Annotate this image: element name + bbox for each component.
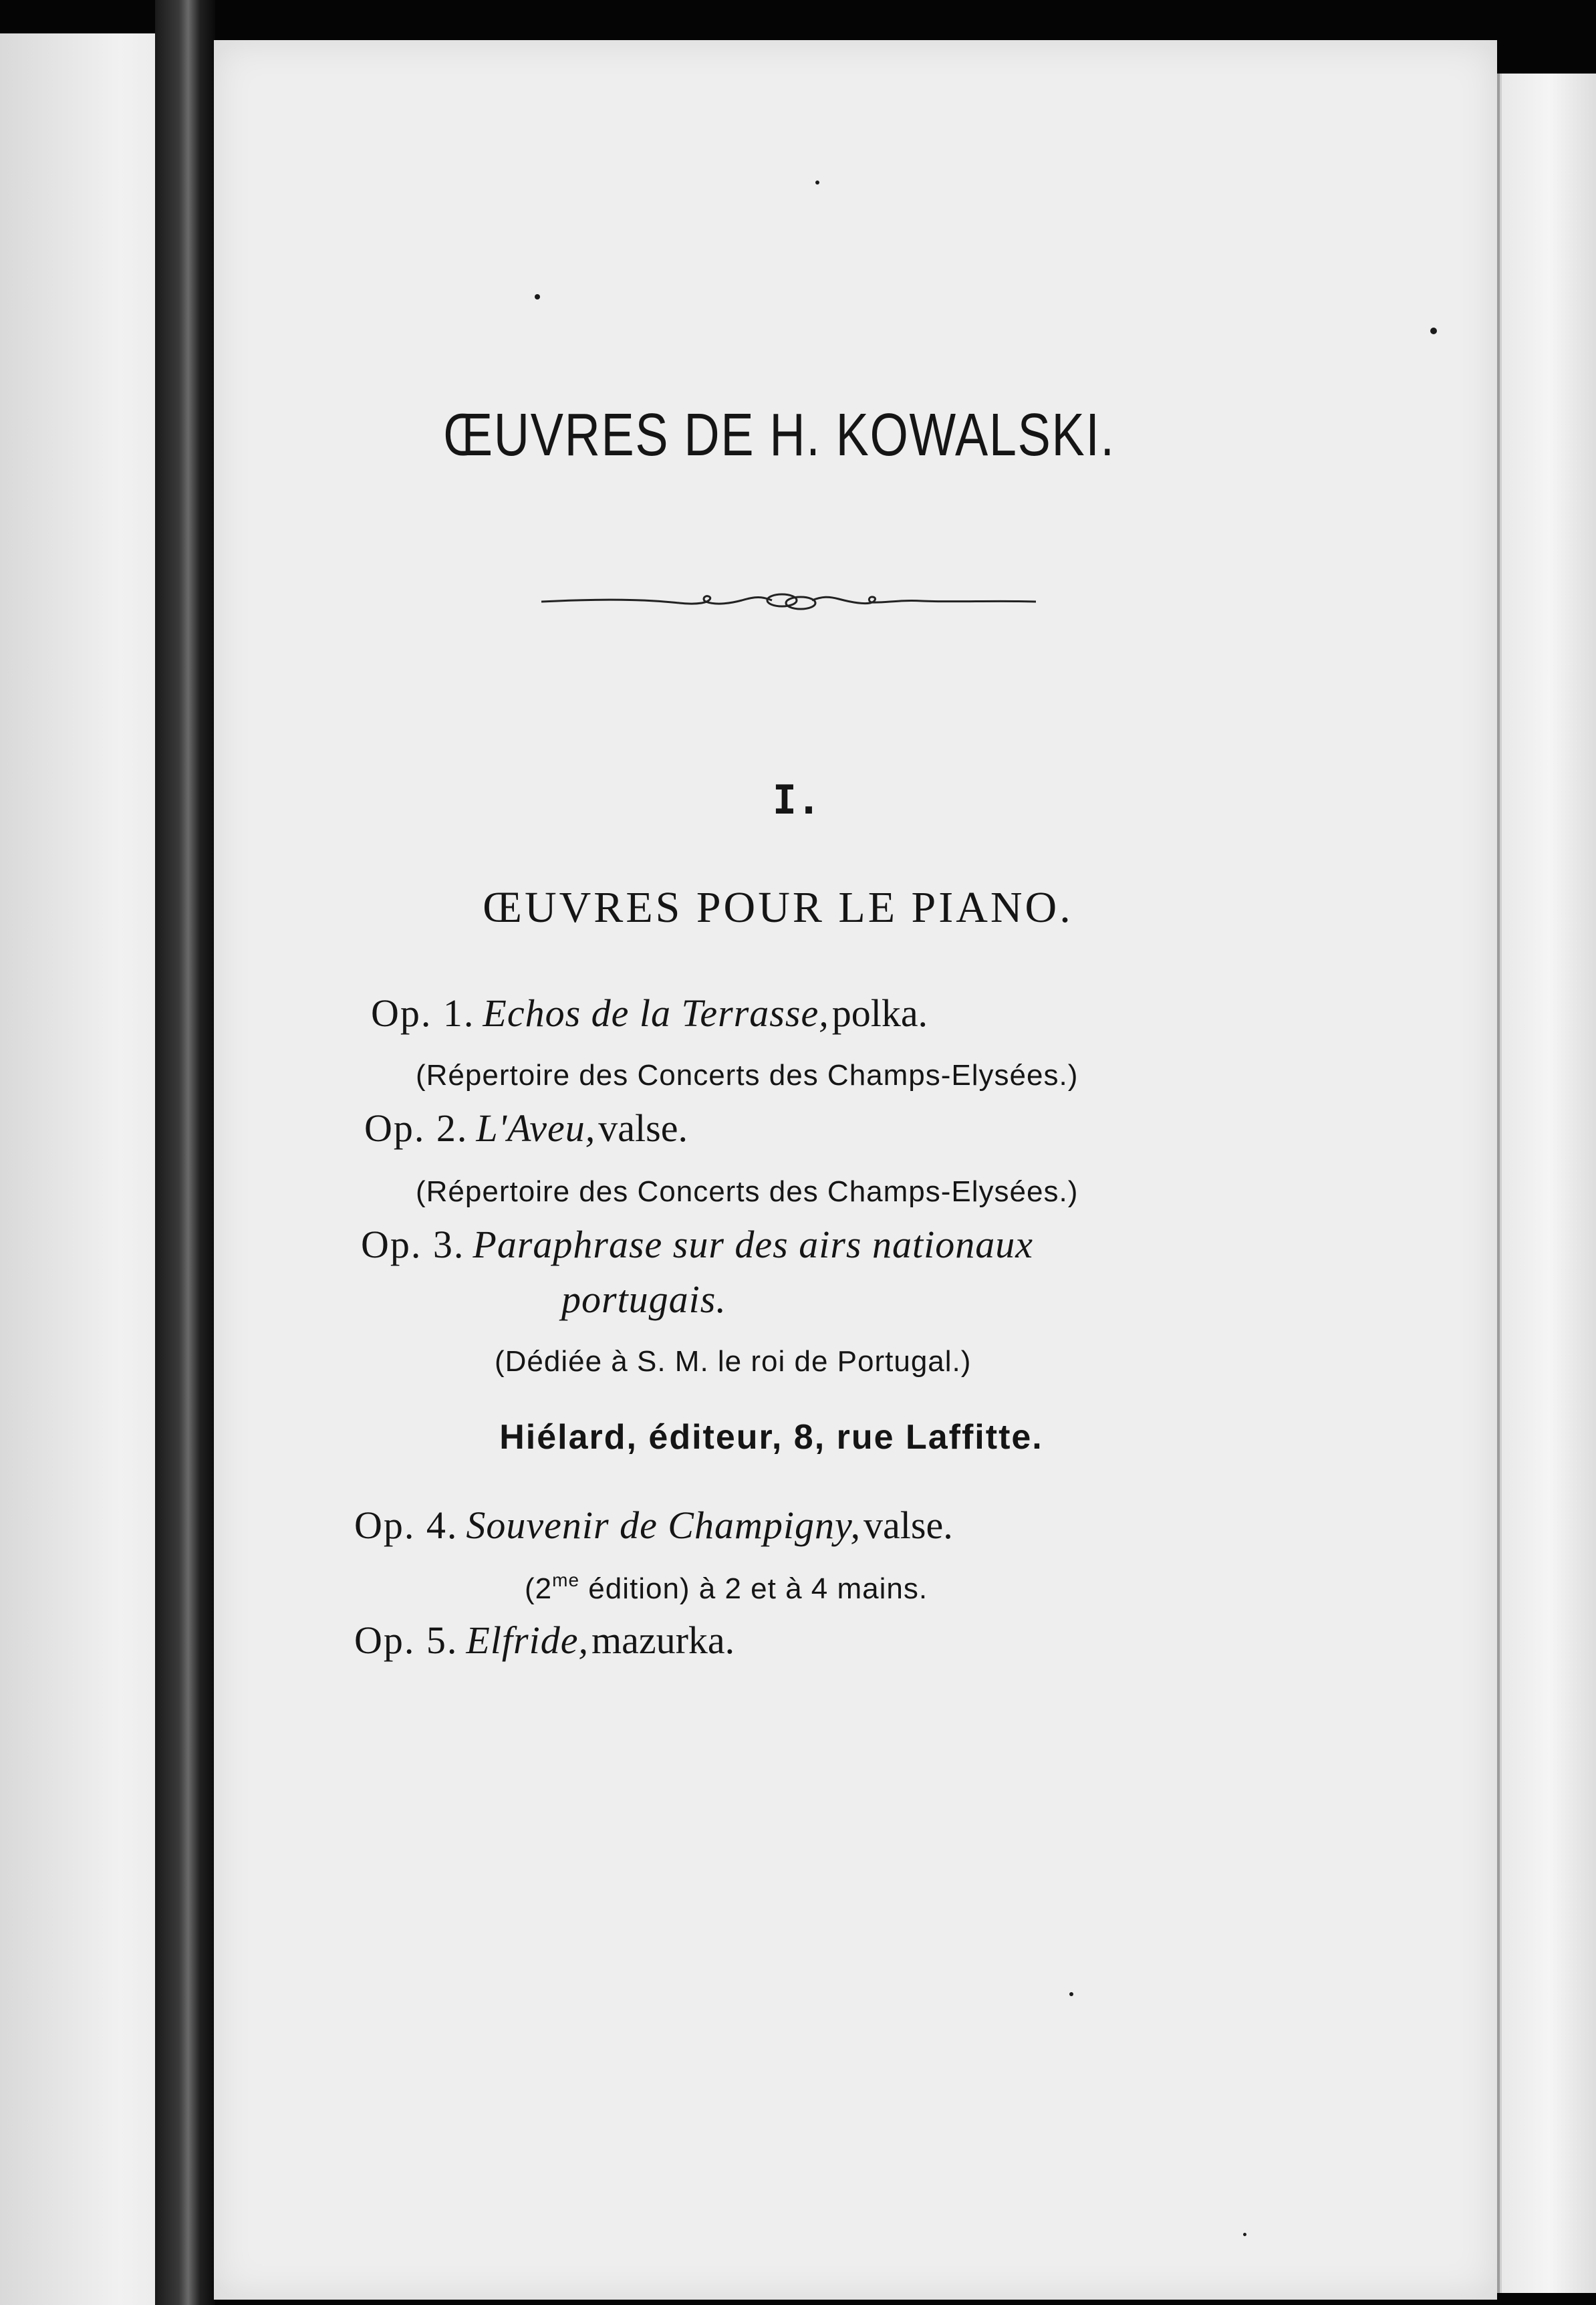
note-text: (2 [525, 1572, 553, 1605]
opus-number: Op. 2. [364, 1106, 469, 1150]
paper-speck [815, 180, 819, 185]
work-note: (Dédiée à S. M. le roi de Portugal.) [495, 1345, 972, 1378]
list-item [371, 991, 928, 1036]
page-title: ŒUVRES DE H. KOWALSKI. [443, 402, 1115, 469]
book-page [214, 40, 1497, 2300]
list-item [364, 1106, 688, 1150]
section-title: ŒUVRES POUR LE PIANO. [483, 883, 1073, 932]
work-genre: valse. [598, 1106, 688, 1150]
publisher-line: Hiélard, éditeur, 8, rue Laffitte. [499, 1418, 1043, 1457]
work-title: Echos de la Terrasse, [483, 991, 829, 1035]
ornament-divider-icon [541, 582, 1036, 622]
opus-number: Op. 4. [354, 1503, 458, 1547]
work-title-continued: portugais. [561, 1278, 726, 1321]
work-title: Paraphrase sur des airs nationaux [473, 1223, 1033, 1266]
book-spine [155, 0, 215, 2305]
work-note: (Répertoire des Concerts des Champs-Elysées.) [416, 1059, 1079, 1092]
list-item [354, 1618, 735, 1663]
work-title: Souvenir de Champigny, [466, 1503, 861, 1547]
note-text: édition) à 2 et à 4 mains. [579, 1572, 928, 1605]
work-title: L'Aveu, [476, 1106, 596, 1150]
paper-speck [535, 294, 540, 299]
list-item [354, 1503, 953, 1548]
work-note [525, 1570, 928, 1606]
opus-number: Op. 1. [371, 991, 475, 1035]
paper-speck [1069, 1992, 1073, 1996]
page-edges [1497, 74, 1596, 2293]
work-title: Elfride, [466, 1618, 589, 1662]
work-genre: valse. [863, 1503, 953, 1547]
work-genre: mazurka. [591, 1618, 735, 1662]
paper-speck [1243, 2233, 1246, 2236]
work-genre: polka. [831, 991, 928, 1035]
opus-number: Op. 5. [354, 1618, 458, 1662]
opus-number: Op. 3. [361, 1223, 465, 1266]
note-superscript: me [552, 1570, 580, 1590]
section-number: I. [772, 777, 821, 824]
work-note: (Répertoire des Concerts des Champs-Elysées.) [416, 1175, 1079, 1208]
paper-speck [1430, 328, 1437, 334]
list-item [361, 1222, 1033, 1267]
